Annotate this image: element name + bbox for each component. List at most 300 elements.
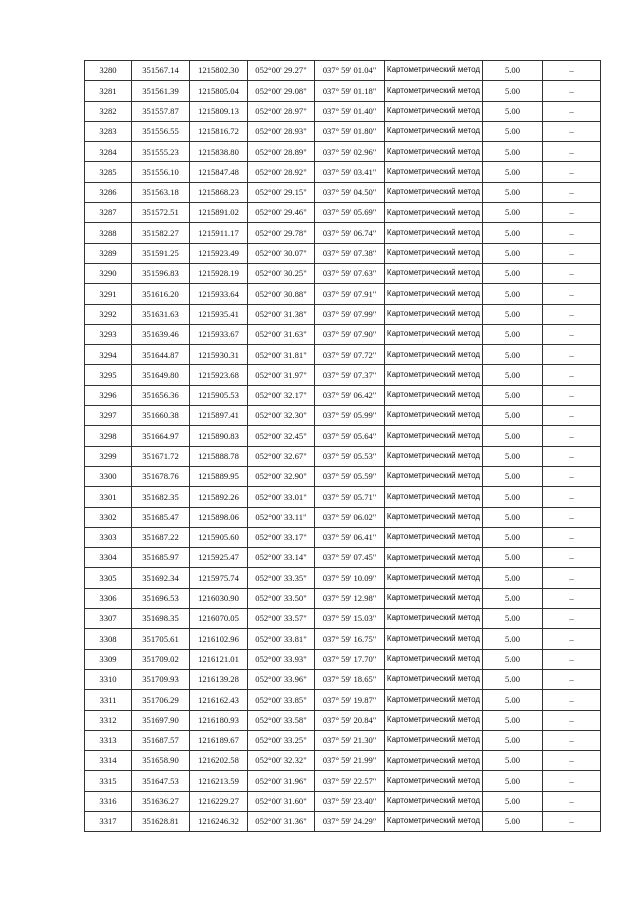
latitude-cell: 052°00' 31.97" (248, 365, 315, 385)
latitude-cell: 052°00' 31.96" (248, 771, 315, 791)
note-cell: – (543, 507, 601, 527)
point-number-cell: 3309 (85, 649, 132, 669)
y-coordinate-cell: 1216213.59 (190, 771, 248, 791)
latitude-cell: 052°00' 32.30" (248, 406, 315, 426)
x-coordinate-cell: 351696.53 (132, 588, 190, 608)
accuracy-cell: 5.00 (483, 710, 543, 730)
x-coordinate-cell: 351596.83 (132, 263, 190, 283)
longitude-cell: 037° 59' 07.37" (315, 365, 385, 385)
latitude-cell: 052°00' 31.38" (248, 304, 315, 324)
latitude-cell: 052°00' 33.11" (248, 507, 315, 527)
table-row (85, 527, 601, 547)
method-cell: Картометрический метод (385, 101, 483, 121)
longitude-cell: 037° 59' 24.29" (315, 811, 385, 831)
accuracy-cell: 5.00 (483, 568, 543, 588)
accuracy-cell: 5.00 (483, 304, 543, 324)
x-coordinate-cell: 351706.29 (132, 690, 190, 710)
point-number-cell: 3304 (85, 548, 132, 568)
method-cell: Картометрический метод (385, 284, 483, 304)
note-cell: – (543, 81, 601, 101)
method-cell: Картометрический метод (385, 710, 483, 730)
latitude-cell: 052°00' 33.58" (248, 710, 315, 730)
accuracy-cell: 5.00 (483, 182, 543, 202)
point-number-cell: 3315 (85, 771, 132, 791)
latitude-cell: 052°00' 32.90" (248, 466, 315, 486)
y-coordinate-cell: 1215816.72 (190, 121, 248, 141)
x-coordinate-cell: 351678.76 (132, 466, 190, 486)
note-cell: – (543, 649, 601, 669)
point-number-cell: 3287 (85, 203, 132, 223)
latitude-cell: 052°00' 30.07" (248, 243, 315, 263)
y-coordinate-cell: 1215897.41 (190, 406, 248, 426)
method-cell: Картометрический метод (385, 61, 483, 81)
table-row (85, 61, 601, 81)
x-coordinate-cell: 351692.34 (132, 568, 190, 588)
y-coordinate-cell: 1216246.32 (190, 811, 248, 831)
coordinates-table (84, 60, 601, 832)
table-row (85, 446, 601, 466)
latitude-cell: 052°00' 32.45" (248, 426, 315, 446)
accuracy-cell: 5.00 (483, 223, 543, 243)
accuracy-cell: 5.00 (483, 324, 543, 344)
note-cell: – (543, 548, 601, 568)
x-coordinate-cell: 351561.39 (132, 81, 190, 101)
point-number-cell: 3282 (85, 101, 132, 121)
table-body (85, 61, 601, 832)
x-coordinate-cell: 351636.27 (132, 791, 190, 811)
y-coordinate-cell: 1215928.19 (190, 263, 248, 283)
y-coordinate-cell: 1216180.93 (190, 710, 248, 730)
x-coordinate-cell: 351660.38 (132, 406, 190, 426)
method-cell: Картометрический метод (385, 345, 483, 365)
latitude-cell: 052°00' 28.89" (248, 142, 315, 162)
latitude-cell: 052°00' 30.25" (248, 263, 315, 283)
note-cell: – (543, 162, 601, 182)
latitude-cell: 052°00' 33.25" (248, 730, 315, 750)
table-row (85, 223, 601, 243)
longitude-cell: 037° 59' 07.99" (315, 304, 385, 324)
point-number-cell: 3317 (85, 811, 132, 831)
longitude-cell: 037° 59' 01.80" (315, 121, 385, 141)
note-cell: – (543, 406, 601, 426)
table-row (85, 669, 601, 689)
latitude-cell: 052°00' 31.63" (248, 324, 315, 344)
table-row (85, 304, 601, 324)
note-cell: – (543, 588, 601, 608)
note-cell: – (543, 568, 601, 588)
latitude-cell: 052°00' 32.32" (248, 751, 315, 771)
table-row (85, 203, 601, 223)
accuracy-cell: 5.00 (483, 385, 543, 405)
table-row (85, 649, 601, 669)
longitude-cell: 037° 59' 23.40" (315, 791, 385, 811)
y-coordinate-cell: 1215905.53 (190, 385, 248, 405)
table-row (85, 142, 601, 162)
accuracy-cell: 5.00 (483, 406, 543, 426)
y-coordinate-cell: 1215892.26 (190, 487, 248, 507)
y-coordinate-cell: 1215923.49 (190, 243, 248, 263)
point-number-cell: 3301 (85, 487, 132, 507)
y-coordinate-cell: 1216189.67 (190, 730, 248, 750)
x-coordinate-cell: 351671.72 (132, 446, 190, 466)
longitude-cell: 037° 59' 01.40" (315, 101, 385, 121)
point-number-cell: 3281 (85, 81, 132, 101)
point-number-cell: 3296 (85, 385, 132, 405)
x-coordinate-cell: 351649.80 (132, 365, 190, 385)
latitude-cell: 052°00' 29.27" (248, 61, 315, 81)
accuracy-cell: 5.00 (483, 791, 543, 811)
longitude-cell: 037° 59' 03.41" (315, 162, 385, 182)
point-number-cell: 3311 (85, 690, 132, 710)
note-cell: – (543, 203, 601, 223)
table-row (85, 365, 601, 385)
longitude-cell: 037° 59' 06.74" (315, 223, 385, 243)
y-coordinate-cell: 1216162.43 (190, 690, 248, 710)
accuracy-cell: 5.00 (483, 263, 543, 283)
y-coordinate-cell: 1215933.67 (190, 324, 248, 344)
point-number-cell: 3285 (85, 162, 132, 182)
x-coordinate-cell: 351557.87 (132, 101, 190, 121)
note-cell: – (543, 446, 601, 466)
point-number-cell: 3300 (85, 466, 132, 486)
latitude-cell: 052°00' 33.14" (248, 548, 315, 568)
longitude-cell: 037° 59' 12.98" (315, 588, 385, 608)
method-cell: Картометрический метод (385, 649, 483, 669)
x-coordinate-cell: 351687.57 (132, 730, 190, 750)
method-cell: Картометрический метод (385, 751, 483, 771)
x-coordinate-cell: 351628.81 (132, 811, 190, 831)
method-cell: Картометрический метод (385, 243, 483, 263)
accuracy-cell: 5.00 (483, 284, 543, 304)
x-coordinate-cell: 351639.46 (132, 324, 190, 344)
method-cell: Картометрический метод (385, 669, 483, 689)
note-cell: – (543, 629, 601, 649)
longitude-cell: 037° 59' 17.70" (315, 649, 385, 669)
point-number-cell: 3303 (85, 527, 132, 547)
point-number-cell: 3302 (85, 507, 132, 527)
x-coordinate-cell: 351572.51 (132, 203, 190, 223)
method-cell: Картометрический метод (385, 121, 483, 141)
x-coordinate-cell: 351697.90 (132, 710, 190, 730)
y-coordinate-cell: 1215935.41 (190, 304, 248, 324)
accuracy-cell: 5.00 (483, 345, 543, 365)
table-row (85, 791, 601, 811)
table-row (85, 426, 601, 446)
longitude-cell: 037° 59' 16.75" (315, 629, 385, 649)
latitude-cell: 052°00' 31.36" (248, 811, 315, 831)
latitude-cell: 052°00' 31.60" (248, 791, 315, 811)
table-row (85, 345, 601, 365)
note-cell: – (543, 324, 601, 344)
note-cell: – (543, 527, 601, 547)
method-cell: Картометрический метод (385, 811, 483, 831)
longitude-cell: 037° 59' 05.99" (315, 406, 385, 426)
point-number-cell: 3291 (85, 284, 132, 304)
note-cell: – (543, 811, 601, 831)
note-cell: – (543, 223, 601, 243)
longitude-cell: 037° 59' 19.87" (315, 690, 385, 710)
latitude-cell: 052°00' 33.85" (248, 690, 315, 710)
point-number-cell: 3293 (85, 324, 132, 344)
point-number-cell: 3316 (85, 791, 132, 811)
point-number-cell: 3307 (85, 609, 132, 629)
x-coordinate-cell: 351582.27 (132, 223, 190, 243)
accuracy-cell: 5.00 (483, 629, 543, 649)
table-row (85, 101, 601, 121)
method-cell: Картометрический метод (385, 791, 483, 811)
y-coordinate-cell: 1215890.83 (190, 426, 248, 446)
accuracy-cell: 5.00 (483, 142, 543, 162)
accuracy-cell: 5.00 (483, 61, 543, 81)
y-coordinate-cell: 1216121.01 (190, 649, 248, 669)
point-number-cell: 3310 (85, 669, 132, 689)
x-coordinate-cell: 351664.97 (132, 426, 190, 446)
note-cell: – (543, 182, 601, 202)
point-number-cell: 3280 (85, 61, 132, 81)
method-cell: Картометрический метод (385, 771, 483, 791)
point-number-cell: 3283 (85, 121, 132, 141)
point-number-cell: 3312 (85, 710, 132, 730)
note-cell: – (543, 609, 601, 629)
note-cell: – (543, 710, 601, 730)
method-cell: Картометрический метод (385, 324, 483, 344)
y-coordinate-cell: 1215905.60 (190, 527, 248, 547)
table-row (85, 162, 601, 182)
accuracy-cell: 5.00 (483, 466, 543, 486)
latitude-cell: 052°00' 33.35" (248, 568, 315, 588)
accuracy-cell: 5.00 (483, 649, 543, 669)
method-cell: Картометрический метод (385, 548, 483, 568)
latitude-cell: 052°00' 28.93" (248, 121, 315, 141)
accuracy-cell: 5.00 (483, 609, 543, 629)
x-coordinate-cell: 351563.18 (132, 182, 190, 202)
longitude-cell: 037° 59' 07.72" (315, 345, 385, 365)
y-coordinate-cell: 1216102.96 (190, 629, 248, 649)
accuracy-cell: 5.00 (483, 162, 543, 182)
latitude-cell: 052°00' 32.17" (248, 385, 315, 405)
accuracy-cell: 5.00 (483, 446, 543, 466)
method-cell: Картометрический метод (385, 223, 483, 243)
y-coordinate-cell: 1215911.17 (190, 223, 248, 243)
y-coordinate-cell: 1215891.02 (190, 203, 248, 223)
note-cell: – (543, 385, 601, 405)
latitude-cell: 052°00' 28.97" (248, 101, 315, 121)
note-cell: – (543, 243, 601, 263)
accuracy-cell: 5.00 (483, 365, 543, 385)
latitude-cell: 052°00' 33.50" (248, 588, 315, 608)
accuracy-cell: 5.00 (483, 426, 543, 446)
document-page (84, 60, 601, 832)
x-coordinate-cell: 351616.20 (132, 284, 190, 304)
method-cell: Картометрический метод (385, 588, 483, 608)
accuracy-cell: 5.00 (483, 81, 543, 101)
longitude-cell: 037° 59' 06.41" (315, 527, 385, 547)
latitude-cell: 052°00' 29.46" (248, 203, 315, 223)
longitude-cell: 037° 59' 05.53" (315, 446, 385, 466)
x-coordinate-cell: 351556.10 (132, 162, 190, 182)
longitude-cell: 037° 59' 06.42" (315, 385, 385, 405)
method-cell: Картометрический метод (385, 629, 483, 649)
point-number-cell: 3299 (85, 446, 132, 466)
point-number-cell: 3286 (85, 182, 132, 202)
accuracy-cell: 5.00 (483, 669, 543, 689)
note-cell: – (543, 121, 601, 141)
table-row (85, 507, 601, 527)
latitude-cell: 052°00' 31.81" (248, 345, 315, 365)
x-coordinate-cell: 351656.36 (132, 385, 190, 405)
note-cell: – (543, 771, 601, 791)
method-cell: Картометрический метод (385, 203, 483, 223)
latitude-cell: 052°00' 33.96" (248, 669, 315, 689)
accuracy-cell: 5.00 (483, 690, 543, 710)
method-cell: Картометрический метод (385, 609, 483, 629)
note-cell: – (543, 791, 601, 811)
accuracy-cell: 5.00 (483, 588, 543, 608)
table-row (85, 182, 601, 202)
accuracy-cell: 5.00 (483, 121, 543, 141)
method-cell: Картометрический метод (385, 365, 483, 385)
note-cell: – (543, 365, 601, 385)
y-coordinate-cell: 1215805.04 (190, 81, 248, 101)
longitude-cell: 037° 59' 05.69" (315, 203, 385, 223)
y-coordinate-cell: 1215809.13 (190, 101, 248, 121)
y-coordinate-cell: 1215868.23 (190, 182, 248, 202)
x-coordinate-cell: 351685.97 (132, 548, 190, 568)
accuracy-cell: 5.00 (483, 527, 543, 547)
y-coordinate-cell: 1216229.27 (190, 791, 248, 811)
y-coordinate-cell: 1215838.80 (190, 142, 248, 162)
x-coordinate-cell: 351644.87 (132, 345, 190, 365)
note-cell: – (543, 466, 601, 486)
point-number-cell: 3295 (85, 365, 132, 385)
table-row (85, 263, 601, 283)
x-coordinate-cell: 351685.47 (132, 507, 190, 527)
table-row (85, 588, 601, 608)
point-number-cell: 3298 (85, 426, 132, 446)
y-coordinate-cell: 1216030.90 (190, 588, 248, 608)
longitude-cell: 037° 59' 22.57" (315, 771, 385, 791)
latitude-cell: 052°00' 33.57" (248, 609, 315, 629)
accuracy-cell: 5.00 (483, 203, 543, 223)
table-row (85, 751, 601, 771)
point-number-cell: 3290 (85, 263, 132, 283)
note-cell: – (543, 730, 601, 750)
table-row (85, 466, 601, 486)
longitude-cell: 037° 59' 07.63" (315, 263, 385, 283)
method-cell: Картометрический метод (385, 730, 483, 750)
accuracy-cell: 5.00 (483, 101, 543, 121)
table-row (85, 487, 601, 507)
table-row (85, 548, 601, 568)
accuracy-cell: 5.00 (483, 751, 543, 771)
y-coordinate-cell: 1215847.48 (190, 162, 248, 182)
point-number-cell: 3314 (85, 751, 132, 771)
method-cell: Картометрический метод (385, 182, 483, 202)
method-cell: Картометрический метод (385, 304, 483, 324)
note-cell: – (543, 142, 601, 162)
y-coordinate-cell: 1215975.74 (190, 568, 248, 588)
longitude-cell: 037° 59' 01.04" (315, 61, 385, 81)
table-row (85, 811, 601, 831)
longitude-cell: 037° 59' 07.91" (315, 284, 385, 304)
method-cell: Картометрический метод (385, 162, 483, 182)
y-coordinate-cell: 1215888.78 (190, 446, 248, 466)
latitude-cell: 052°00' 28.92" (248, 162, 315, 182)
latitude-cell: 052°00' 29.15" (248, 182, 315, 202)
x-coordinate-cell: 351567.14 (132, 61, 190, 81)
accuracy-cell: 5.00 (483, 243, 543, 263)
point-number-cell: 3305 (85, 568, 132, 588)
longitude-cell: 037° 59' 02.96" (315, 142, 385, 162)
method-cell: Картометрический метод (385, 487, 483, 507)
x-coordinate-cell: 351555.23 (132, 142, 190, 162)
longitude-cell: 037° 59' 05.64" (315, 426, 385, 446)
x-coordinate-cell: 351709.93 (132, 669, 190, 689)
y-coordinate-cell: 1215933.64 (190, 284, 248, 304)
x-coordinate-cell: 351698.35 (132, 609, 190, 629)
table-row (85, 609, 601, 629)
y-coordinate-cell: 1215930.31 (190, 345, 248, 365)
point-number-cell: 3292 (85, 304, 132, 324)
latitude-cell: 052°00' 33.01" (248, 487, 315, 507)
method-cell: Картометрический метод (385, 446, 483, 466)
x-coordinate-cell: 351591.25 (132, 243, 190, 263)
y-coordinate-cell: 1215925.47 (190, 548, 248, 568)
latitude-cell: 052°00' 33.93" (248, 649, 315, 669)
y-coordinate-cell: 1216139.28 (190, 669, 248, 689)
longitude-cell: 037° 59' 10.09" (315, 568, 385, 588)
method-cell: Картометрический метод (385, 507, 483, 527)
latitude-cell: 052°00' 29.08" (248, 81, 315, 101)
accuracy-cell: 5.00 (483, 730, 543, 750)
x-coordinate-cell: 351631.63 (132, 304, 190, 324)
accuracy-cell: 5.00 (483, 507, 543, 527)
point-number-cell: 3306 (85, 588, 132, 608)
method-cell: Картометрический метод (385, 81, 483, 101)
table-row (85, 629, 601, 649)
point-number-cell: 3294 (85, 345, 132, 365)
longitude-cell: 037° 59' 07.45" (315, 548, 385, 568)
table-row (85, 771, 601, 791)
x-coordinate-cell: 351556.55 (132, 121, 190, 141)
x-coordinate-cell: 351647.53 (132, 771, 190, 791)
accuracy-cell: 5.00 (483, 811, 543, 831)
point-number-cell: 3313 (85, 730, 132, 750)
longitude-cell: 037° 59' 18.65" (315, 669, 385, 689)
table-row (85, 324, 601, 344)
longitude-cell: 037° 59' 01.18" (315, 81, 385, 101)
note-cell: – (543, 284, 601, 304)
accuracy-cell: 5.00 (483, 548, 543, 568)
note-cell: – (543, 304, 601, 324)
table-row (85, 406, 601, 426)
note-cell: – (543, 61, 601, 81)
longitude-cell: 037° 59' 07.38" (315, 243, 385, 263)
latitude-cell: 052°00' 33.81" (248, 629, 315, 649)
note-cell: – (543, 751, 601, 771)
method-cell: Картометрический метод (385, 568, 483, 588)
point-number-cell: 3289 (85, 243, 132, 263)
accuracy-cell: 5.00 (483, 771, 543, 791)
x-coordinate-cell: 351687.22 (132, 527, 190, 547)
latitude-cell: 052°00' 29.78" (248, 223, 315, 243)
y-coordinate-cell: 1216202.58 (190, 751, 248, 771)
method-cell: Картометрический метод (385, 426, 483, 446)
method-cell: Картометрический метод (385, 142, 483, 162)
longitude-cell: 037° 59' 21.99" (315, 751, 385, 771)
method-cell: Картометрический метод (385, 527, 483, 547)
method-cell: Картометрический метод (385, 690, 483, 710)
